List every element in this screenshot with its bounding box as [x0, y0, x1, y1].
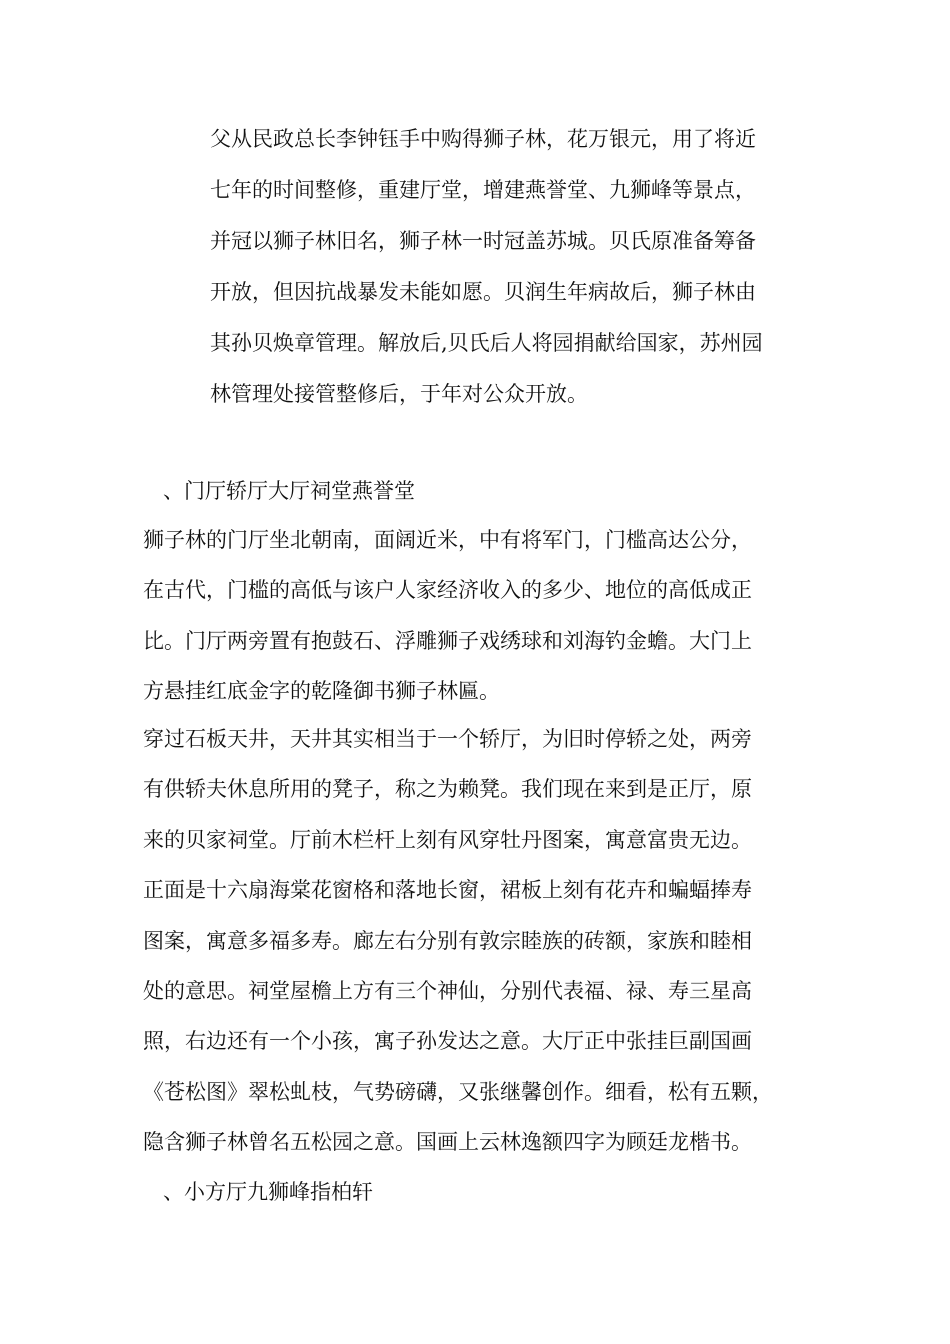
paragraph-line: 处的意思。祠堂屋檐上方有三个神仙，分别代表福、禄、寿三星高: [143, 979, 752, 1003]
paragraph-line: 有供轿夫休息所用的凳子，称之为赖凳。我们现在来到是正厅，原: [143, 777, 752, 801]
paragraph-line: 林管理处接管整修后，于年对公众开放。: [210, 382, 588, 406]
paragraph-line: 隐含狮子林曾名五松园之意。国画上云林逸额四字为顾廷龙楷书。: [143, 1130, 752, 1154]
paragraph-line: 七年的时间整修，重建厅堂，增建燕誉堂、九狮峰等景点，: [210, 178, 756, 202]
paragraph-line: 方悬挂红底金字的乾隆御书狮子林匾。: [143, 679, 500, 703]
paragraph-line: 《苍松图》翠松虬枝，气势磅礴，又张继馨创作。细看，松有五颗，: [143, 1080, 773, 1104]
paragraph-line: 穿过石板天井，天井其实相当于一个轿厅，为旧时停轿之处，两旁: [143, 727, 752, 751]
section-heading-1: 、门厅轿厅大厅祠堂燕誉堂: [163, 479, 415, 503]
paragraph-line: 狮子林的门厅坐北朝南，面阔近米，中有将军门，门槛高达公分，: [143, 528, 752, 552]
paragraph-line: 开放，但因抗战暴发未能如愿。贝润生年病故后，狮子林由: [210, 280, 756, 304]
paragraph-line: 在古代，门槛的高低与该户人家经济收入的多少、地位的高低成正: [143, 578, 752, 602]
paragraph-line: 来的贝家祠堂。厅前木栏杆上刻有风穿牡丹图案，寓意富贵无边。: [143, 828, 752, 852]
paragraph-line: 父从民政总长李钟钰手中购得狮子林，花万银元，用了将近: [210, 127, 756, 151]
paragraph-line: 照，右边还有一个小孩，寓子孙发达之意。大厅正中张挂巨副国画: [143, 1029, 752, 1053]
paragraph-line: 比。门厅两旁置有抱鼓石、浮雕狮子戏绣球和刘海钓金蟾。大门上: [143, 629, 752, 653]
paragraph-line: 并冠以狮子林旧名，狮子林一时冠盖苏城。贝氏原准备筹备: [210, 229, 756, 253]
paragraph-line: 正面是十六扇海棠花窗格和落地长窗，裙板上刻有花卉和蝙蝠捧寿: [143, 878, 752, 902]
paragraph-line: 图案，寓意多福多寿。廊左右分别有敦宗睦族的砖额，家族和睦相: [143, 929, 752, 953]
paragraph-line: 其孙贝焕章管理。解放后,贝氏后人将园捐献给国家，苏州园: [210, 331, 763, 355]
section-heading-2: 、小方厅九狮峰指柏轩: [163, 1180, 373, 1204]
